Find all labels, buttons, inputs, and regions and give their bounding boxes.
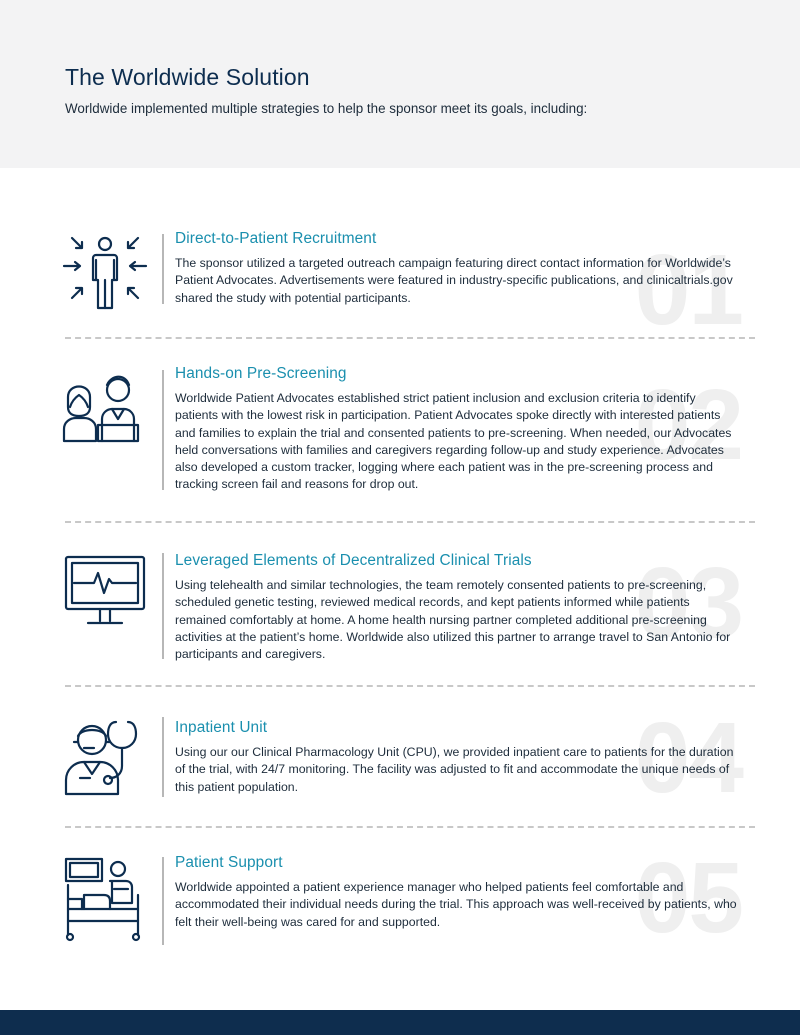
section-content: [175, 547, 742, 663]
page-subtitle: Worldwide implemented multiple strategies to help the sponsor meet its goals, including:: [65, 101, 588, 116]
dashed-divider: [65, 826, 755, 828]
section-divider-bar: [162, 234, 164, 304]
section-title: Inpatient Unit: [175, 719, 268, 736]
footer-band: [0, 1010, 800, 1035]
section-divider-bar: [162, 857, 164, 945]
section-body: Worldwide Patient Advocates established strict patient inclusion and exclusion criteria to identify patients with the lowest risk in participation. Patient Advocates spoke directly with interested patients and families to explain the trial and consented patients to pre-screening. When needed, our Advocates held conversations with families and caregivers regarding follow-up and study experience. Advocates also developed a custom tracker, logging where each patient was in the pre-screening process and tracking screen fail and reasons for drop out.: [175, 391, 732, 492]
section-body: Using our our Clinical Pharmacology Unit (CPU), we provided inpatient care to patients for the duration of the trial, with 24/7 monitoring. The facility was adjusted to fit and accommodate the unique needs of this patient population.: [175, 745, 734, 794]
section-title: Hands-on Pre-Screening: [175, 365, 347, 382]
section-body: The sponsor utilized a targeted outreach campaign featuring direct contact information for Worldwide’s Patient Advocates. Advertisements were featured in industry-specific publications, and clinicaltrials.gov shared the study with potential participants.: [175, 256, 733, 305]
section-title: Direct-to-Patient Recruitment: [175, 230, 377, 247]
hospital-bed-icon: [60, 853, 150, 943]
dashed-divider: [65, 337, 755, 339]
section-content: [175, 365, 740, 494]
section-title: Leveraged Elements of Decentralized Clinical Trials: [175, 552, 532, 569]
page-title: The Worldwide Solution: [65, 64, 310, 90]
section-content: [175, 854, 740, 931]
section-divider-bar: [162, 553, 164, 659]
section-number: 03: [634, 547, 742, 659]
section-number: 01: [634, 234, 742, 346]
section-number: 02: [634, 369, 742, 481]
header-band: [0, 0, 800, 168]
section-content: [175, 719, 740, 796]
doctor-stethoscope-icon: [60, 714, 150, 804]
section-divider-bar: [162, 717, 164, 797]
section-number: 05: [634, 842, 742, 954]
section-body: Using telehealth and similar technologies, the team remotely consented patients to pre-screening, scheduled genetic testing, reviewed medical records, and kept patients informed while patients remained comfortably at home. A home health nursing partner completed additional pre-screening activities at the patient’s home. Worldwide also utilized this partner to arrange travel to San Antonio for participants and caregivers.: [175, 578, 731, 662]
two-people-icon: [60, 363, 150, 453]
section-body: Worldwide appointed a patient experience manager who helped patients feel comfortable and accommodated their individual needs during the trial. This approach was well-received by patients, who felt their well-being was cared for and supported.: [175, 880, 737, 929]
dashed-divider: [65, 521, 755, 523]
section-title: Patient Support: [175, 854, 283, 871]
monitor-heartbeat-icon: [60, 545, 150, 635]
person-target-icon: [60, 228, 150, 318]
dashed-divider: [65, 685, 755, 687]
section-divider-bar: [162, 370, 164, 490]
section-number: 04: [634, 702, 742, 814]
section-content: [175, 230, 740, 307]
